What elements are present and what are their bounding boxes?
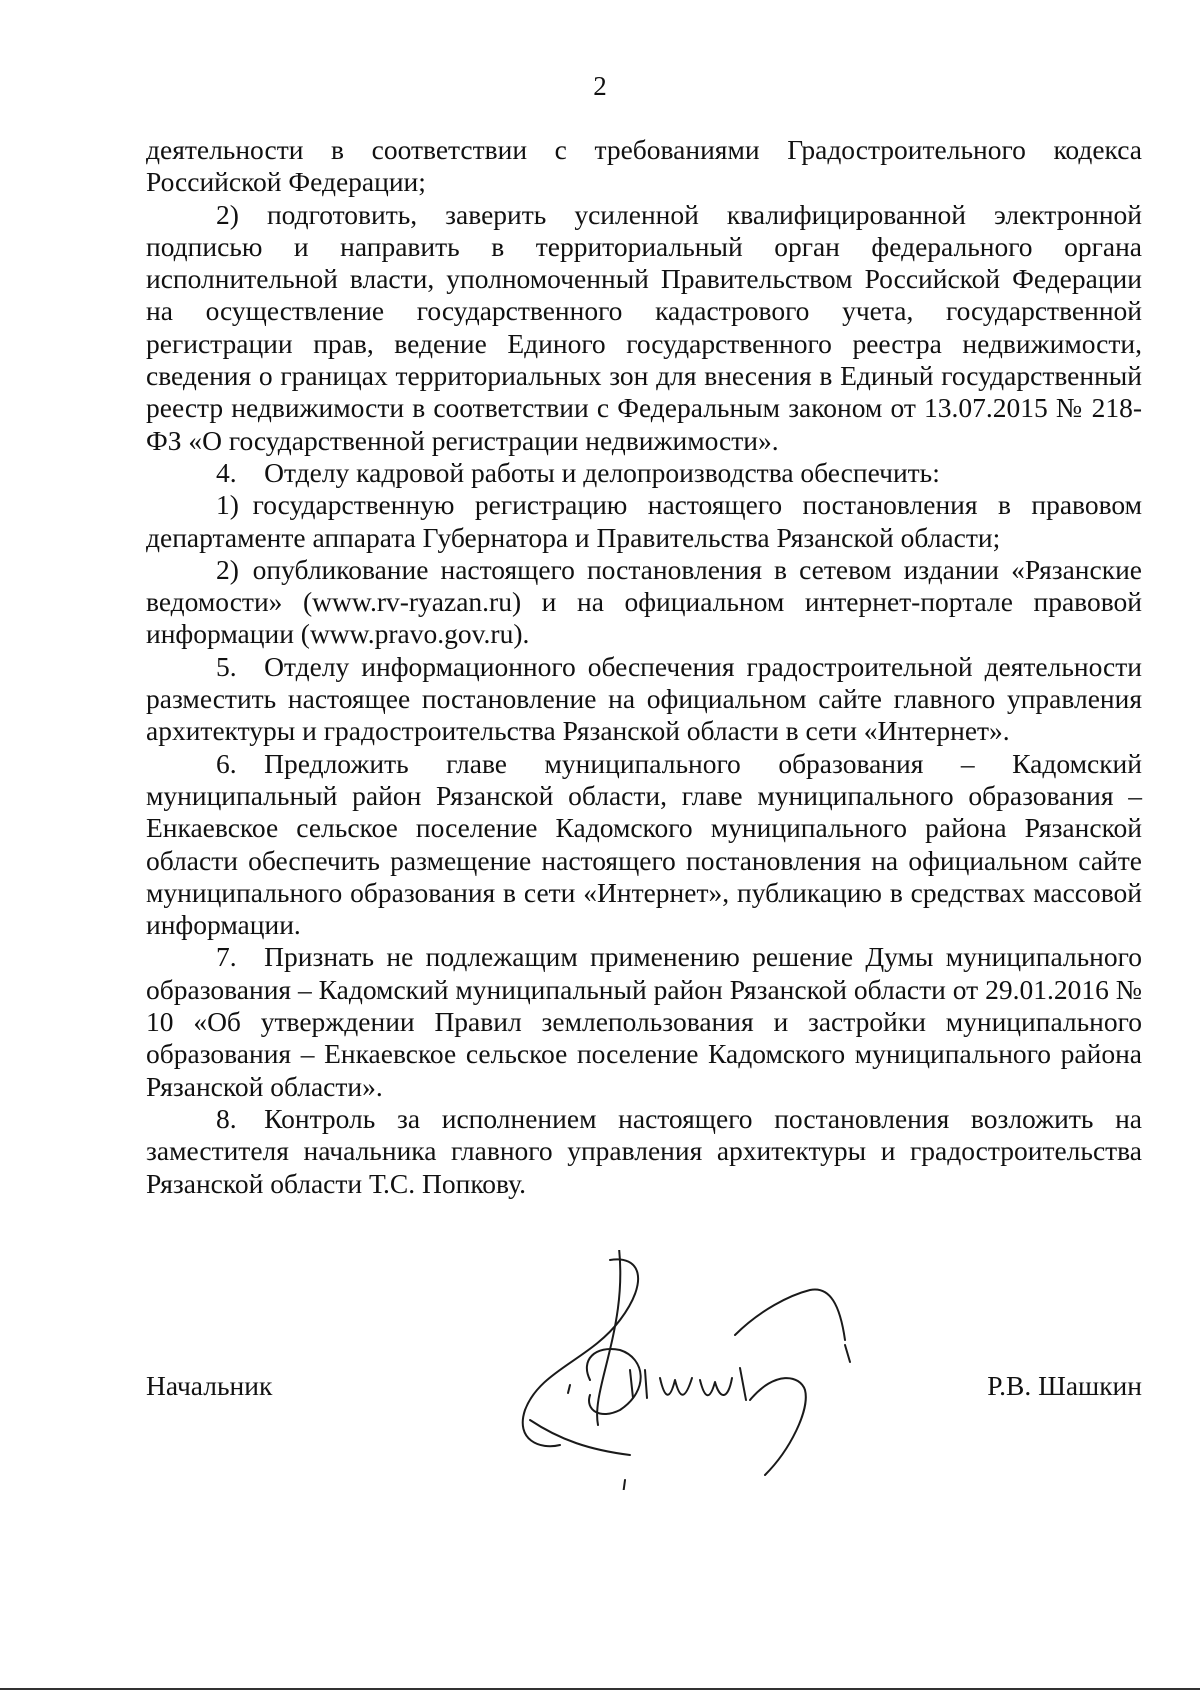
paragraph: 1) государственную регистрацию настоящего постановления в правовом департаменте аппарата Губернатора и Правительства Рязанской области; [146,489,1142,553]
paragraph: деятельности в соответствии с требованиями Градостроительного кодекса Российской Федерации; [146,134,1142,198]
signatory-name: Р.В. Шашкин [987,1370,1142,1401]
paragraph: 2) опубликование настоящего постановления в сетевом издании «Рязанские ведомости» (www.rv-ryazan.ru) и на официальном интернет-портале правовой информации (www.pravo.gov.ru). [146,553,1142,650]
signature-block [146,1370,1142,1410]
paragraph: 2) подготовить, заверить усиленной квалифицированной электронной подписью и направить в территориальный орган федерального органа исполнительной власти, уполномоченный Правительством Российской Федерации на осуществление государственного кадастрового учета, государственной регистрации прав, ведение Единого государственного реестра недвижимости, сведения о границах территориальных зон для внесения в Единый государственный реестр недвижимости в соответствии с Федеральным законом от 13.07.2015 № 218-ФЗ «О государственной регистрации недвижимости». [146,198,1142,456]
paragraph: 5. Отделу информационного обеспечения градостроительной деятельности разместить настоящее постановление на официальном сайте главного управления архитектуры и градостроительства Рязанской области в сети «Интернет». [146,650,1142,747]
paragraph: 7. Признать не подлежащим применению решение Думы муниципального образования – Кадомский муниципальный район Рязанской области от 29.01.2016 № 10 «Об утверждении Правил землепользования и застройки муниципального образования – Енкаевское сельское поселение Кадомского муниципального района Рязанской области». [146,941,1142,1102]
bottom-divider [0,1688,1200,1690]
document-body [146,134,1142,1200]
page-number: 2 [593,71,607,101]
paragraph: 4. Отделу кадровой работы и делопроизводства обеспечить: [216,456,940,488]
paragraph: 8. Контроль за исполнением настоящего постановления возложить на заместителя начальника главного управления архитектуры и градостроительства Рязанской области Т.С. Попкову. [146,1102,1142,1199]
signatory-position: Начальник [146,1370,273,1401]
paragraph: 6. Предложить главе муниципального образования – Кадомский муниципальный район Рязанской области, главе муниципального образования – Енкаевское сельское поселение Кадомского муниципального района Рязанской области обеспечить размещение настоящего постановления на официальном сайте муниципального образования в сети «Интернет», публикацию в средствах массовой информации. [146,747,1142,941]
